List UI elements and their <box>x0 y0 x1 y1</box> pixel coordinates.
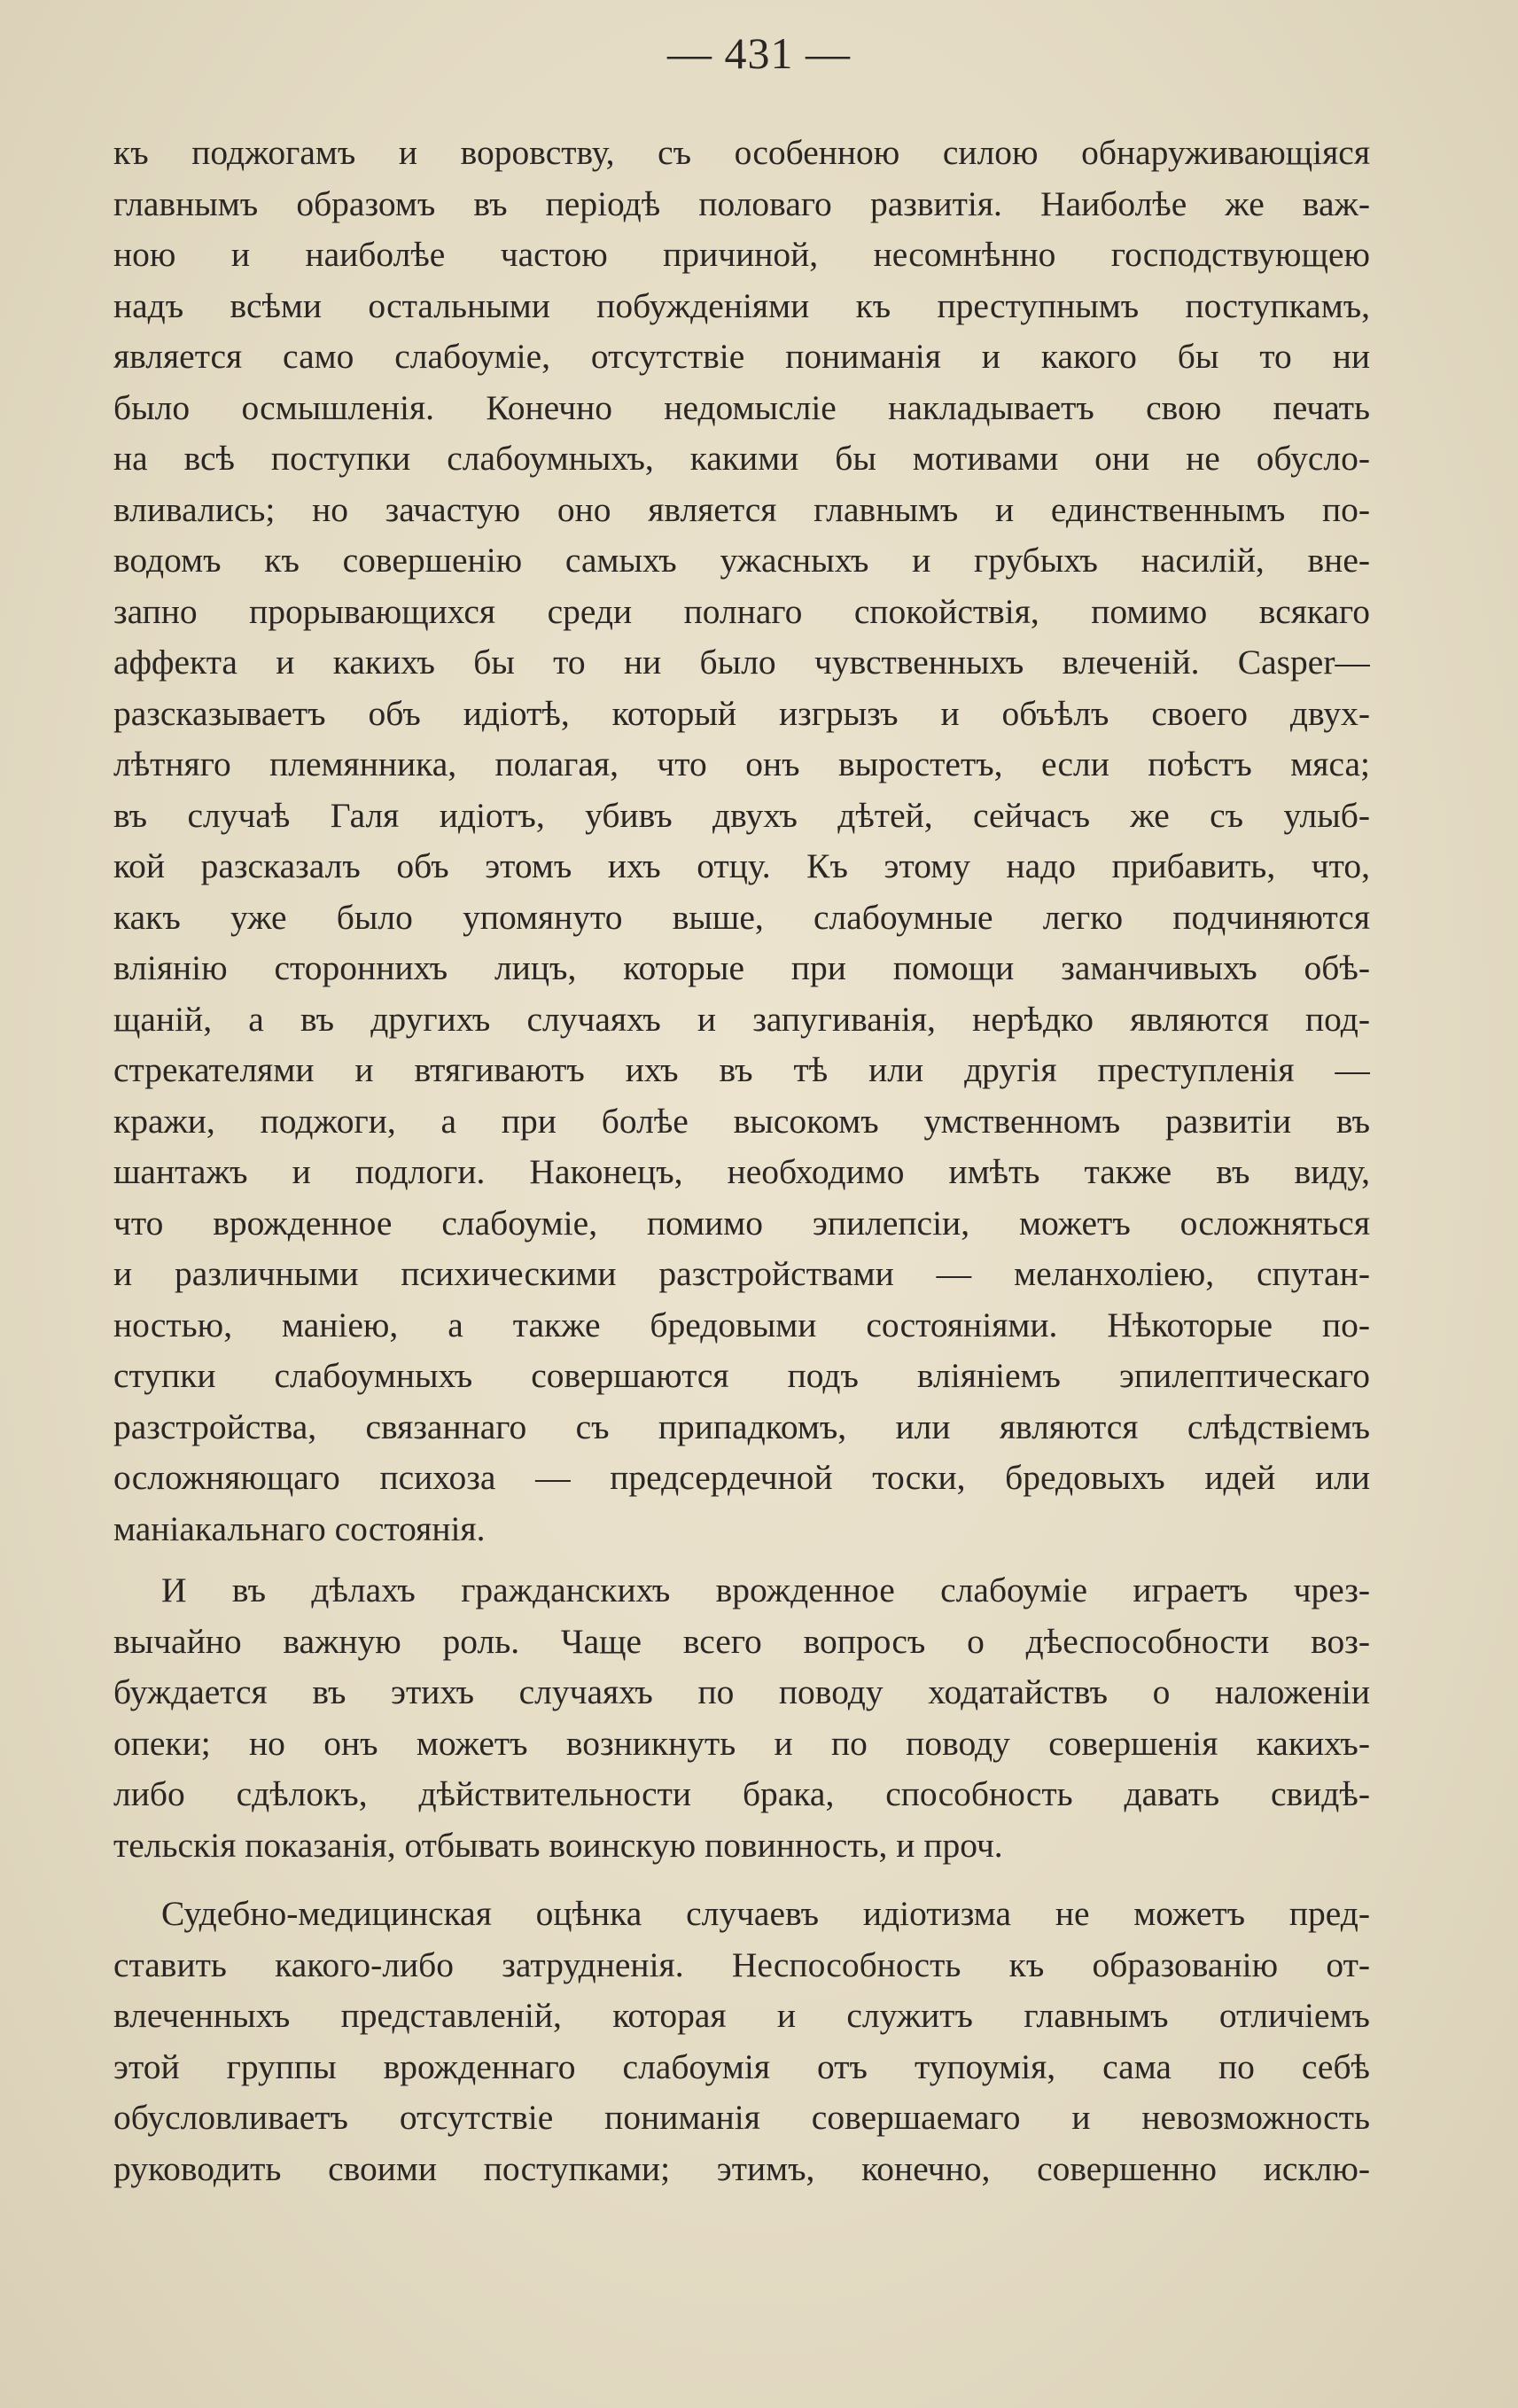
text-line: вливались; но зачастую оно является главнымъ и единственнымъ по- <box>113 489 1370 529</box>
text-line: либо сдѣлокъ, дѣйствительности брака, способность давать свидѣ- <box>113 1774 1370 1813</box>
text-line: руководить своими поступками; этимъ, конечно, совершенно исклю- <box>113 2148 1370 2188</box>
text-line: И въ дѣлахъ гражданскихъ врожденное слабоуміе играетъ чрез- <box>161 1570 1370 1609</box>
text-line: тельскія показанія, отбывать воинскую повинность, и проч. <box>113 1825 1003 1865</box>
text-line: разсказываетъ объ идіотѣ, который изгрызъ и объѣлъ своего двух- <box>113 693 1370 733</box>
text-line: лѣтняго племянника, полагая, что онъ выростетъ, если поѣстъ мяса; <box>113 744 1370 783</box>
text-line: обусловливаетъ отсутствіе пониманія совершаемаго и невозможность <box>113 2098 1370 2137</box>
paragraph-spacer <box>113 1555 1370 1565</box>
text-line: главнымъ образомъ въ періодѣ половаго развитія. Наиболѣе же важ- <box>113 183 1370 223</box>
paragraph-spacer <box>113 1871 1370 1889</box>
text-line: является само слабоуміе, отсутствіе пониманія и какого бы то ни <box>113 337 1370 376</box>
text-line: водомъ къ совершенію самыхъ ужасныхъ и грубыхъ насилій, вне- <box>113 541 1370 580</box>
text-line: кой разсказалъ объ этомъ ихъ отцу. Къ этому надо прибавить, что, <box>113 846 1370 885</box>
paragraph-3 <box>113 1889 1370 2194</box>
text-line: осложняющаго психоза — предсердечной тоски, бредовыхъ идей или <box>113 1458 1370 1497</box>
page-number: — 431 — <box>667 28 851 78</box>
text-line: ностью, маніею, а также бредовыми состояніями. Нѣкоторые по- <box>113 1305 1370 1344</box>
text-line: въ случаѣ Галя идіотъ, убивъ двухъ дѣтей, сейчасъ же съ улыб- <box>113 795 1370 835</box>
paragraph-1 <box>113 128 1370 1555</box>
text-line: къ поджогамъ и воровству, съ особенною силою обнаруживающіяся <box>113 133 1370 172</box>
text-line: и различными психическими разстройствами — меланхоліею, спутан- <box>113 1254 1370 1293</box>
text-line: опеки; но онъ можетъ возникнуть и по поводу совершенія какихъ- <box>113 1723 1370 1763</box>
text-line: что врожденное слабоуміе, помимо эпилепсіи, можетъ осложняться <box>113 1203 1370 1243</box>
text-line: влеченныхъ представленій, которая и служитъ главнымъ отличіемъ <box>113 1996 1370 2035</box>
text-line: вліянію стороннихъ лицъ, которые при помощи заманчивыхъ обѣ- <box>113 948 1370 987</box>
text-line: ставить какого-либо затрудненія. Неспособность къ образованію от- <box>113 1944 1370 1984</box>
text-line: какъ уже было упомянуто выше, слабоумные легко подчиняются <box>113 897 1370 937</box>
text-line: вычайно важную роль. Чаще всего вопросъ о дѣеспособности воз- <box>113 1621 1370 1661</box>
text-line: ною и наиболѣе частою причиной, несомнѣнно господствующею <box>113 235 1370 274</box>
text-line: запно прорывающихся среди полнаго спокойствія, помимо всякаго <box>113 591 1370 631</box>
text-line: буждается въ этихъ случаяхъ по поводу ходатайствъ о наложеніи <box>113 1672 1370 1711</box>
text-line: маніакальнаго состоянія. <box>113 1508 486 1548</box>
text-line: аффекта и какихъ бы то ни было чувственныхъ влеченій. Casper— <box>113 643 1370 682</box>
text-line: кражи, поджоги, а при болѣе высокомъ умственномъ развитіи въ <box>113 1101 1370 1141</box>
text-line: на всѣ поступки слабоумныхъ, какими бы мотивами они не обусло- <box>113 439 1370 478</box>
text-line: щаній, а въ другихъ случаяхъ и запугиванія, нерѣдко являются под- <box>113 999 1370 1039</box>
text-line: разстройства, связаннаго съ припадкомъ, или являются слѣдствіемъ <box>113 1407 1370 1446</box>
text-line: шантажъ и подлоги. Наконецъ, необходимо имѣть также въ виду, <box>113 1152 1370 1191</box>
paragraph-2 <box>113 1565 1370 1871</box>
text-line: надъ всѣми остальными побужденіями къ преступнымъ поступкамъ, <box>113 285 1370 325</box>
text-line: было осмышленія. Конечно недомысліе накладываетъ свою печать <box>113 387 1370 427</box>
text-line: Судебно-медицинская оцѣнка случаевъ идіотизма не можетъ пред- <box>161 1894 1370 1933</box>
text-line: ступки слабоумныхъ совершаются подъ вліяніемъ эпилептическаго <box>113 1356 1370 1395</box>
page-body <box>113 128 1370 2194</box>
text-line: этой группы врожденнаго слабоумія отъ тупоумія, сама по себѣ <box>113 2046 1370 2086</box>
text-line: стрекателями и втягиваютъ ихъ въ тѣ или другія преступленія — <box>113 1050 1370 1089</box>
